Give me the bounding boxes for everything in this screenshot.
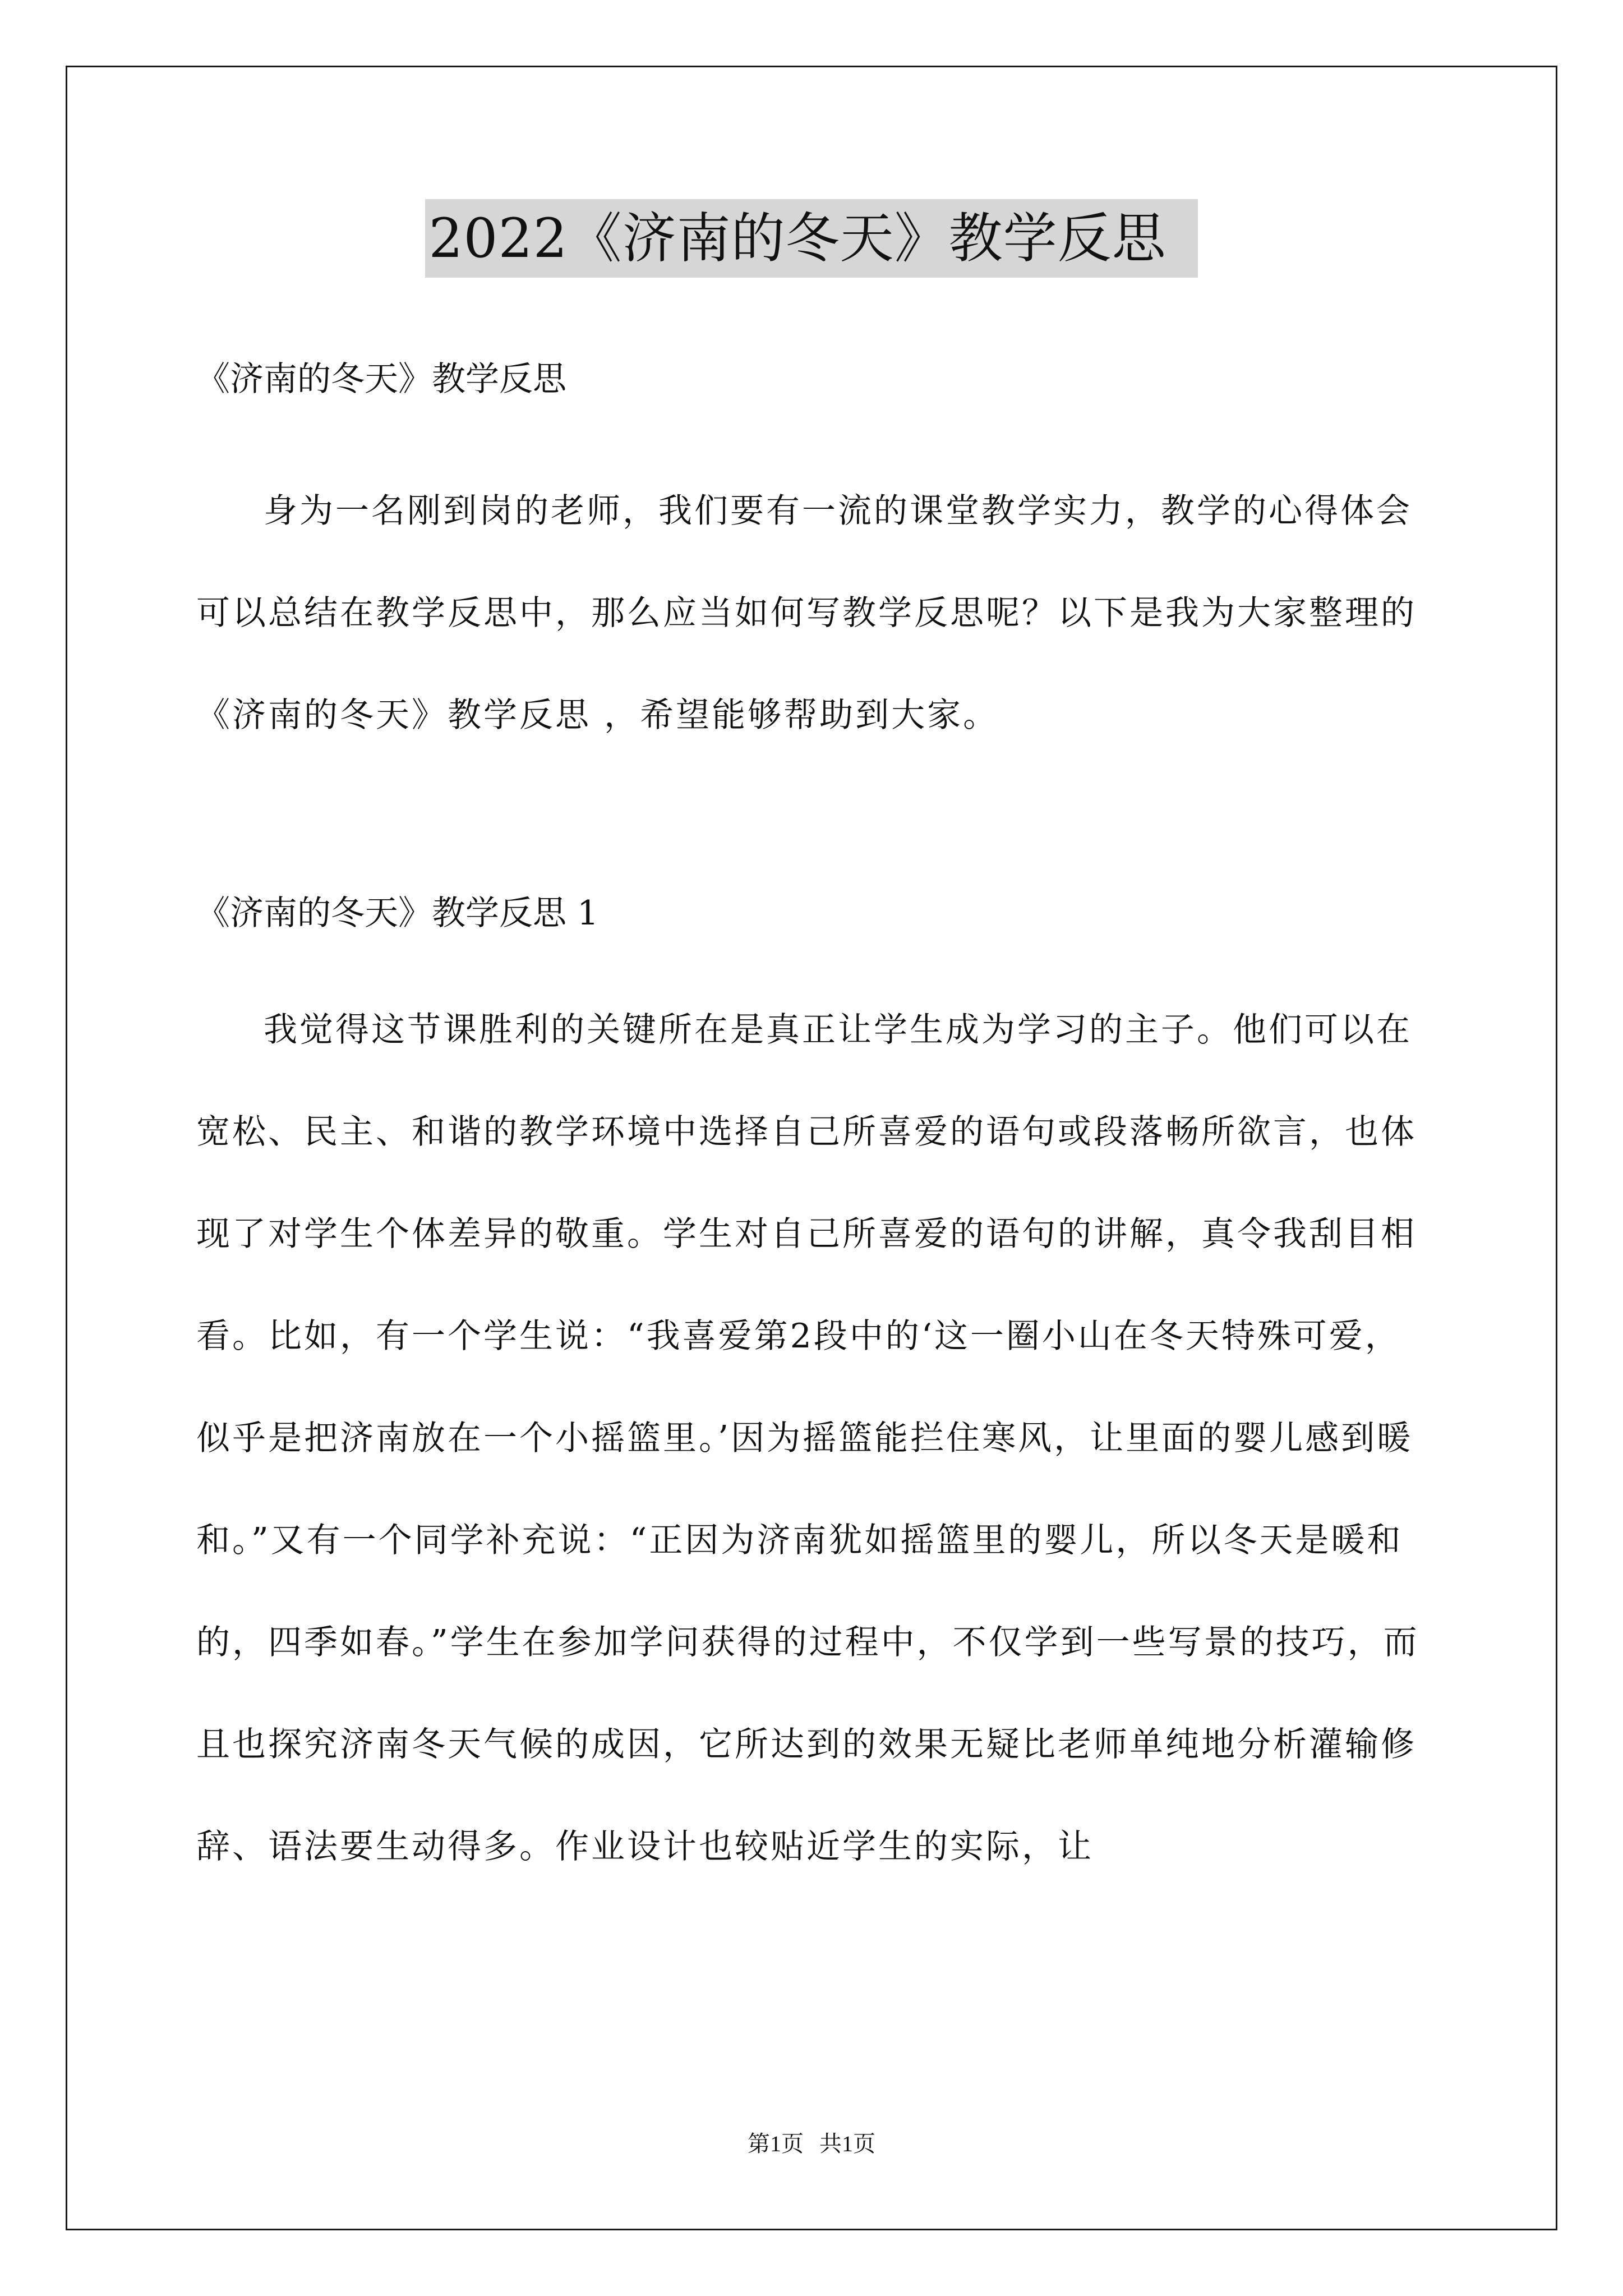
document-title: 2022《济南的冬天》教学反思 [425, 199, 1197, 278]
body-paragraph: 我觉得这节课胜利的关键所在是真正让学生成为学习的主子。他们可以在宽松、民主、和谐的教学环境中选择自己所喜爱的语句或段落畅所欲言，也体现了对学生个体差异的敬重。学生对自己所喜爱的语句的讲解，真令我刮目相看。比如，有一个学生说：“我喜爱第2段中的‘这一圈小山在冬天特殊可爱，似乎是把济南放在一个小摇篮里。’因为摇篮能拦住寒风，让里面的婴儿感到暖和。”又有一个同学补充说：“正因为济南犹如摇篮里的婴儿，所以冬天是暖和的，四季如春。”学生在参加学问获得的过程中，不仅学到一些写景的技巧，而且也探究济南冬天气候的成因，它所达到的效果无疑比老师单纯地分析灌输修辞、语法要生动得多。作业设计也较贴近学生的实际，让 [196, 1010, 1419, 1866]
document-subtitle: 《济南的冬天》教学反思 [196, 360, 566, 399]
page-number: 第1页 [748, 2131, 804, 2156]
title-container [0, 199, 1623, 278]
page-footer [0, 2126, 1623, 2158]
page-total: 共1页 [819, 2131, 875, 2156]
section-heading: 《济南的冬天》教学反思 1 [196, 894, 599, 933]
intro-paragraph: 身为一名刚到岗的老师，我们要有一流的课堂教学实力，教学的心得体会可以总结在教学反思中，那么应当如何写教学反思呢？以下是我为大家整理的《济南的冬天》教学反思 ，希望能够帮助到大家。 [196, 491, 1417, 735]
